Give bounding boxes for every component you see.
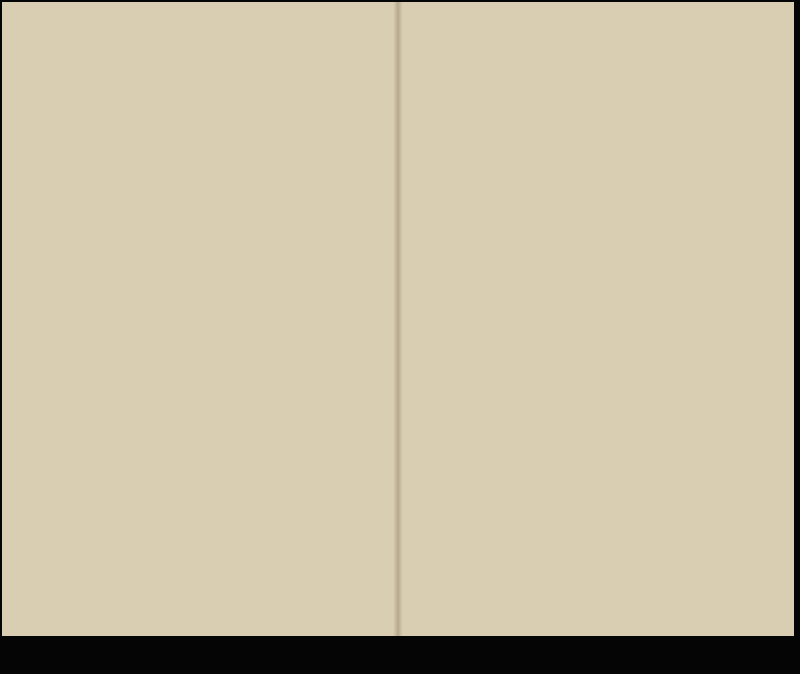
ledger-page <box>2 2 794 636</box>
ledger-sheet <box>2 2 794 636</box>
archive-footer <box>0 636 800 674</box>
